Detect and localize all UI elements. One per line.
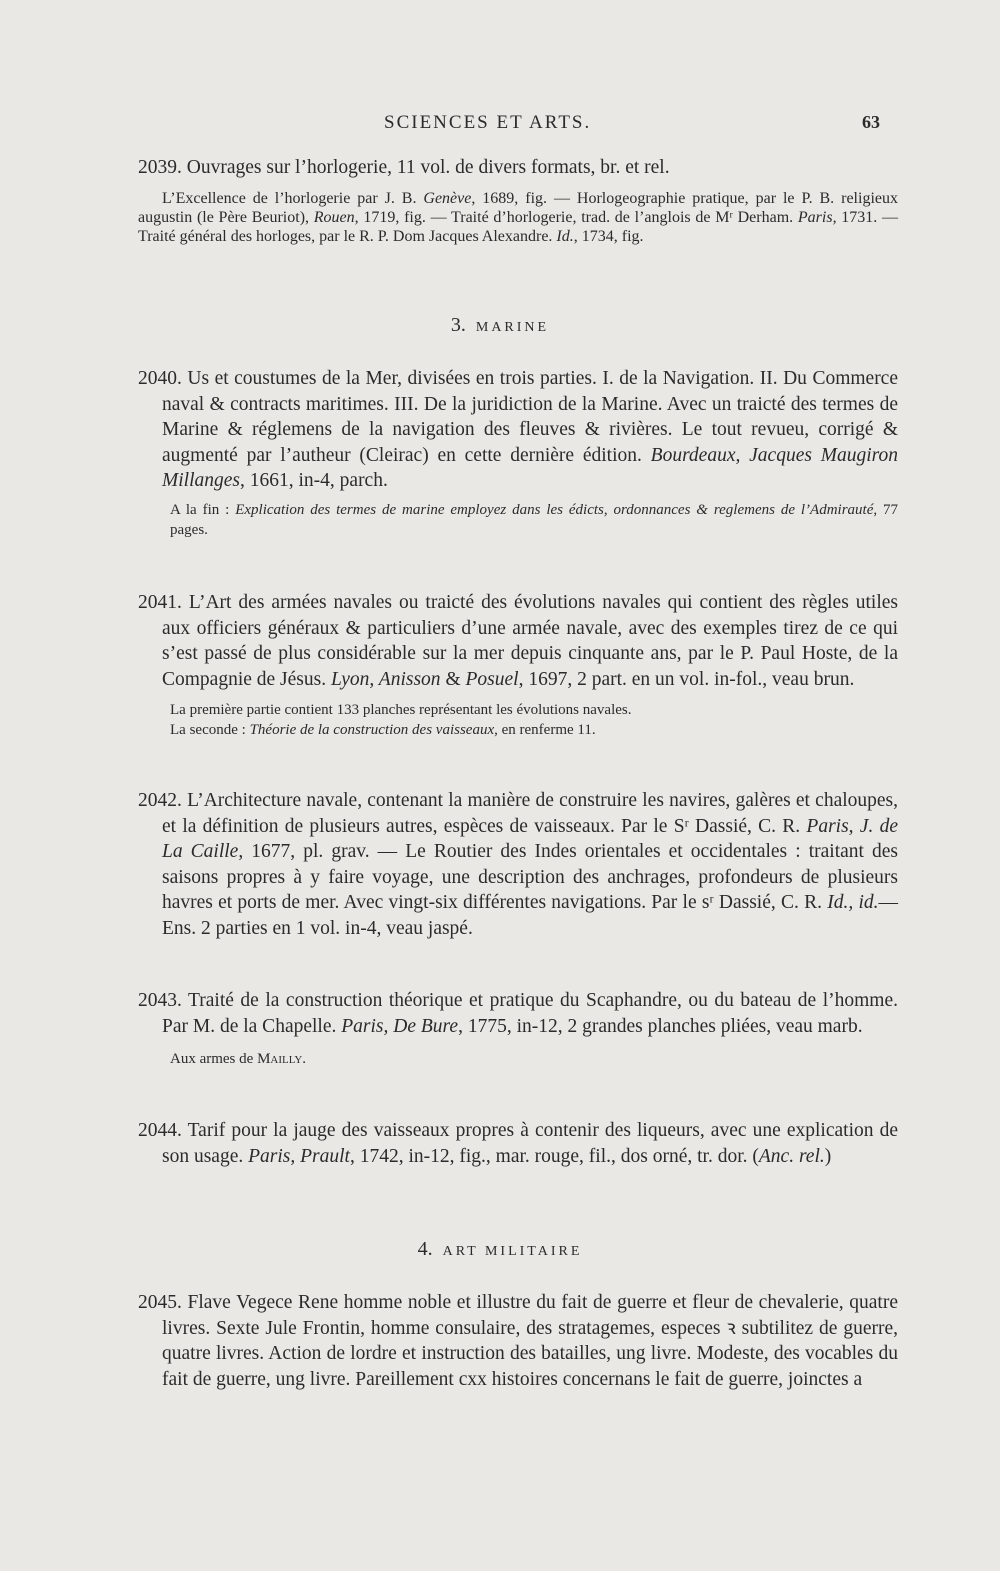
entry-2045 [138,1290,898,1392]
entry-number: 2040. [138,368,182,389]
entry-2040: 2040. Us et coustumes de la Mer, divisées en trois parties. I. de la Navigation. II. Du Commerce naval & contracts maritimes. III. De la juridiction de la Marine. Avec un traicté des termes de Marine & réglemens de la navigation des fleuves & rivières. Le tout revueu, corrigé & augmenté par l’autheur (Cleirac) en cette dernière édition. Bourdeaux, Jacques Maugiron Millanges, 1661, in-4, parch. A la fin : Explication des termes de marine employez dans les édicts, ordonnances & reglemens de l’Admirauté, 77 pages. [138,368,898,538]
entry-text: Us et coustumes de la Mer, divisées en trois parties. I. de la Navigation. II. Du Commerce naval & contracts maritimes. III. De la juridiction de la Marine. Avec un traicté des termes de Marine & réglemens de la navigation des fleuves & rivières. Le tout revueu, corrigé & augmenté par l’autheur (Cleirac) en cette dernière édition. [162,368,898,466]
entry-text: L’Architecture navale, contenant la manière de construire les navires, galères et chaloupes, et la définition de plusieurs autres, espèces de vaisseaux. Par le Sʳ Dassié, C. R. [162,790,899,837]
entry-2044: 2044. Tarif pour la jauge des vaisseaux propres à contenir des liqueurs, avec une explication de son usage. Paris, Prault, 1742, in-12, fig., mar. rouge, fil., dos orné, tr. dor. (Anc. rel.) [138,1120,898,1167]
entry-number: 2039. [138,157,182,178]
page-header [0,112,1000,142]
entry-number: 2042. [138,790,182,811]
entry-2043: 2043. Traité de la construction théorique et pratique du Scaphandre, ou du bateau de l’homme. Par M. de la Chapelle. Paris, De Bure, 1775, in-12, 2 grandes planches pliées, veau marb. Aux armes de Mailly. [138,990,898,1067]
section-heading-marine: 3. MARINE [450,314,550,336]
section-heading-art-militaire: 4. ART MILITAIRE [417,1238,583,1260]
entry-2041: 2041. L’Art des armées navales ou traicté des évolutions navales qui contient des règles utiles aux officiers généraux & particuliers d’une armée navale, avec des exemples tirez de ce qui s’est passé de plus considérable sur la mer depuis cinquante ans, par le P. Paul Hoste, de la Compagnie de Jésus. Lyon, Anisson & Posuel, 1697, 2 part. en un vol. in-fol., veau brun. La première partie contient 133 planches représentant les évolutions navales. La seconde : Théorie de la construction des vaisseaux, en renferme 11. [138,592,899,738]
entry-text: Tarif pour la jauge des vaisseaux propres à contenir des liqueurs, avec une explication de son usage. [162,1120,898,1167]
entry-number: 2043. [138,990,182,1011]
entry-text: L’Art des armées navales ou traicté des évolutions navales qui contient des règles utiles aux officiers généraux & particuliers d’une armée navale, avec des exemples tirez de ce qui s’est passé de plus considérable sur la mer depuis cinquante ans, par le P. Paul Hoste, de la Compagnie de Jésus. [162,592,899,690]
running-title: SCIENCES ET ARTS. [384,112,592,133]
entry-2042: 2042. L’Architecture navale, contenant la manière de construire les navires, galères et chaloupes, et la définition de plusieurs autres, espèces de vaisseaux. Par le Sʳ Dassié, C. R. Paris, J. de La Caille, 1677, pl. grav. — Le Routier des Indes orientales et occidentales : traitant des saisons propres à y faire voyage, une description des anchrages, profondeurs de plusieurs havres et ports de mer. Avec vingt-six différentes navigations. Par le sʳ Dassié, C. R. Id., id.— Ens. 2 parties en 1 vol. in-4, veau jaspé. [138,790,899,939]
entry-text: Flave Vegece Rene homme noble et illustre du fait de guerre et fleur de chevalerie, quatre livres. Sexte Jule Frontin, homme consulaire, des stratagemes, especes ꝛ subtilitez de guerre, quatre livres. Action de lordre et instruction des batailles, ung livre. Modeste, des vocables du fait de guerre, ung livre. Pareillement cxx histoires concernans le fait de guerre, joinctes a [162,1292,898,1390]
entry-note: Aux armes de Mailly. [170,1051,307,1067]
entry-text: Traité de la construction théorique et pratique du Scaphandre, ou du bateau de l’homme. Par M. de la Chapelle. [162,990,898,1037]
entry-note: La première partie contient 133 planches représentant les évolutions navales. La seconde : Théorie de la construction des vaisseaux, en renferme 11. [170,702,632,738]
entry-note: L’Excellence de l’horlogerie par J. B. Genève, 1689, fig. — Horlogeographie pratique, par le P. B. religieux augustin (le Père Beuriot), Rouen, 1719, fig. — Traité d’horlogerie, trad. de l’anglois de Mʳ Derham. Paris, 1731. — Traité général des horloges, par le R. P. Dom Jacques Alexandre. Id., 1734, fig. [138,189,899,245]
entry-number: 2041. [138,592,182,613]
entry-number: 2045. [138,1292,182,1313]
entry-number: 2044. [138,1120,182,1141]
entry-note: A la fin : Explication des termes de marine employez dans les édicts, ordonnances & reglemens de l’Admirauté, 77 pages. [170,501,898,538]
entry-text: Ouvrages sur l’horlogerie, 11 vol. de divers formats, br. et rel. [186,157,670,178]
entry-2039 [138,155,898,246]
page-number: 63 [862,112,880,132]
